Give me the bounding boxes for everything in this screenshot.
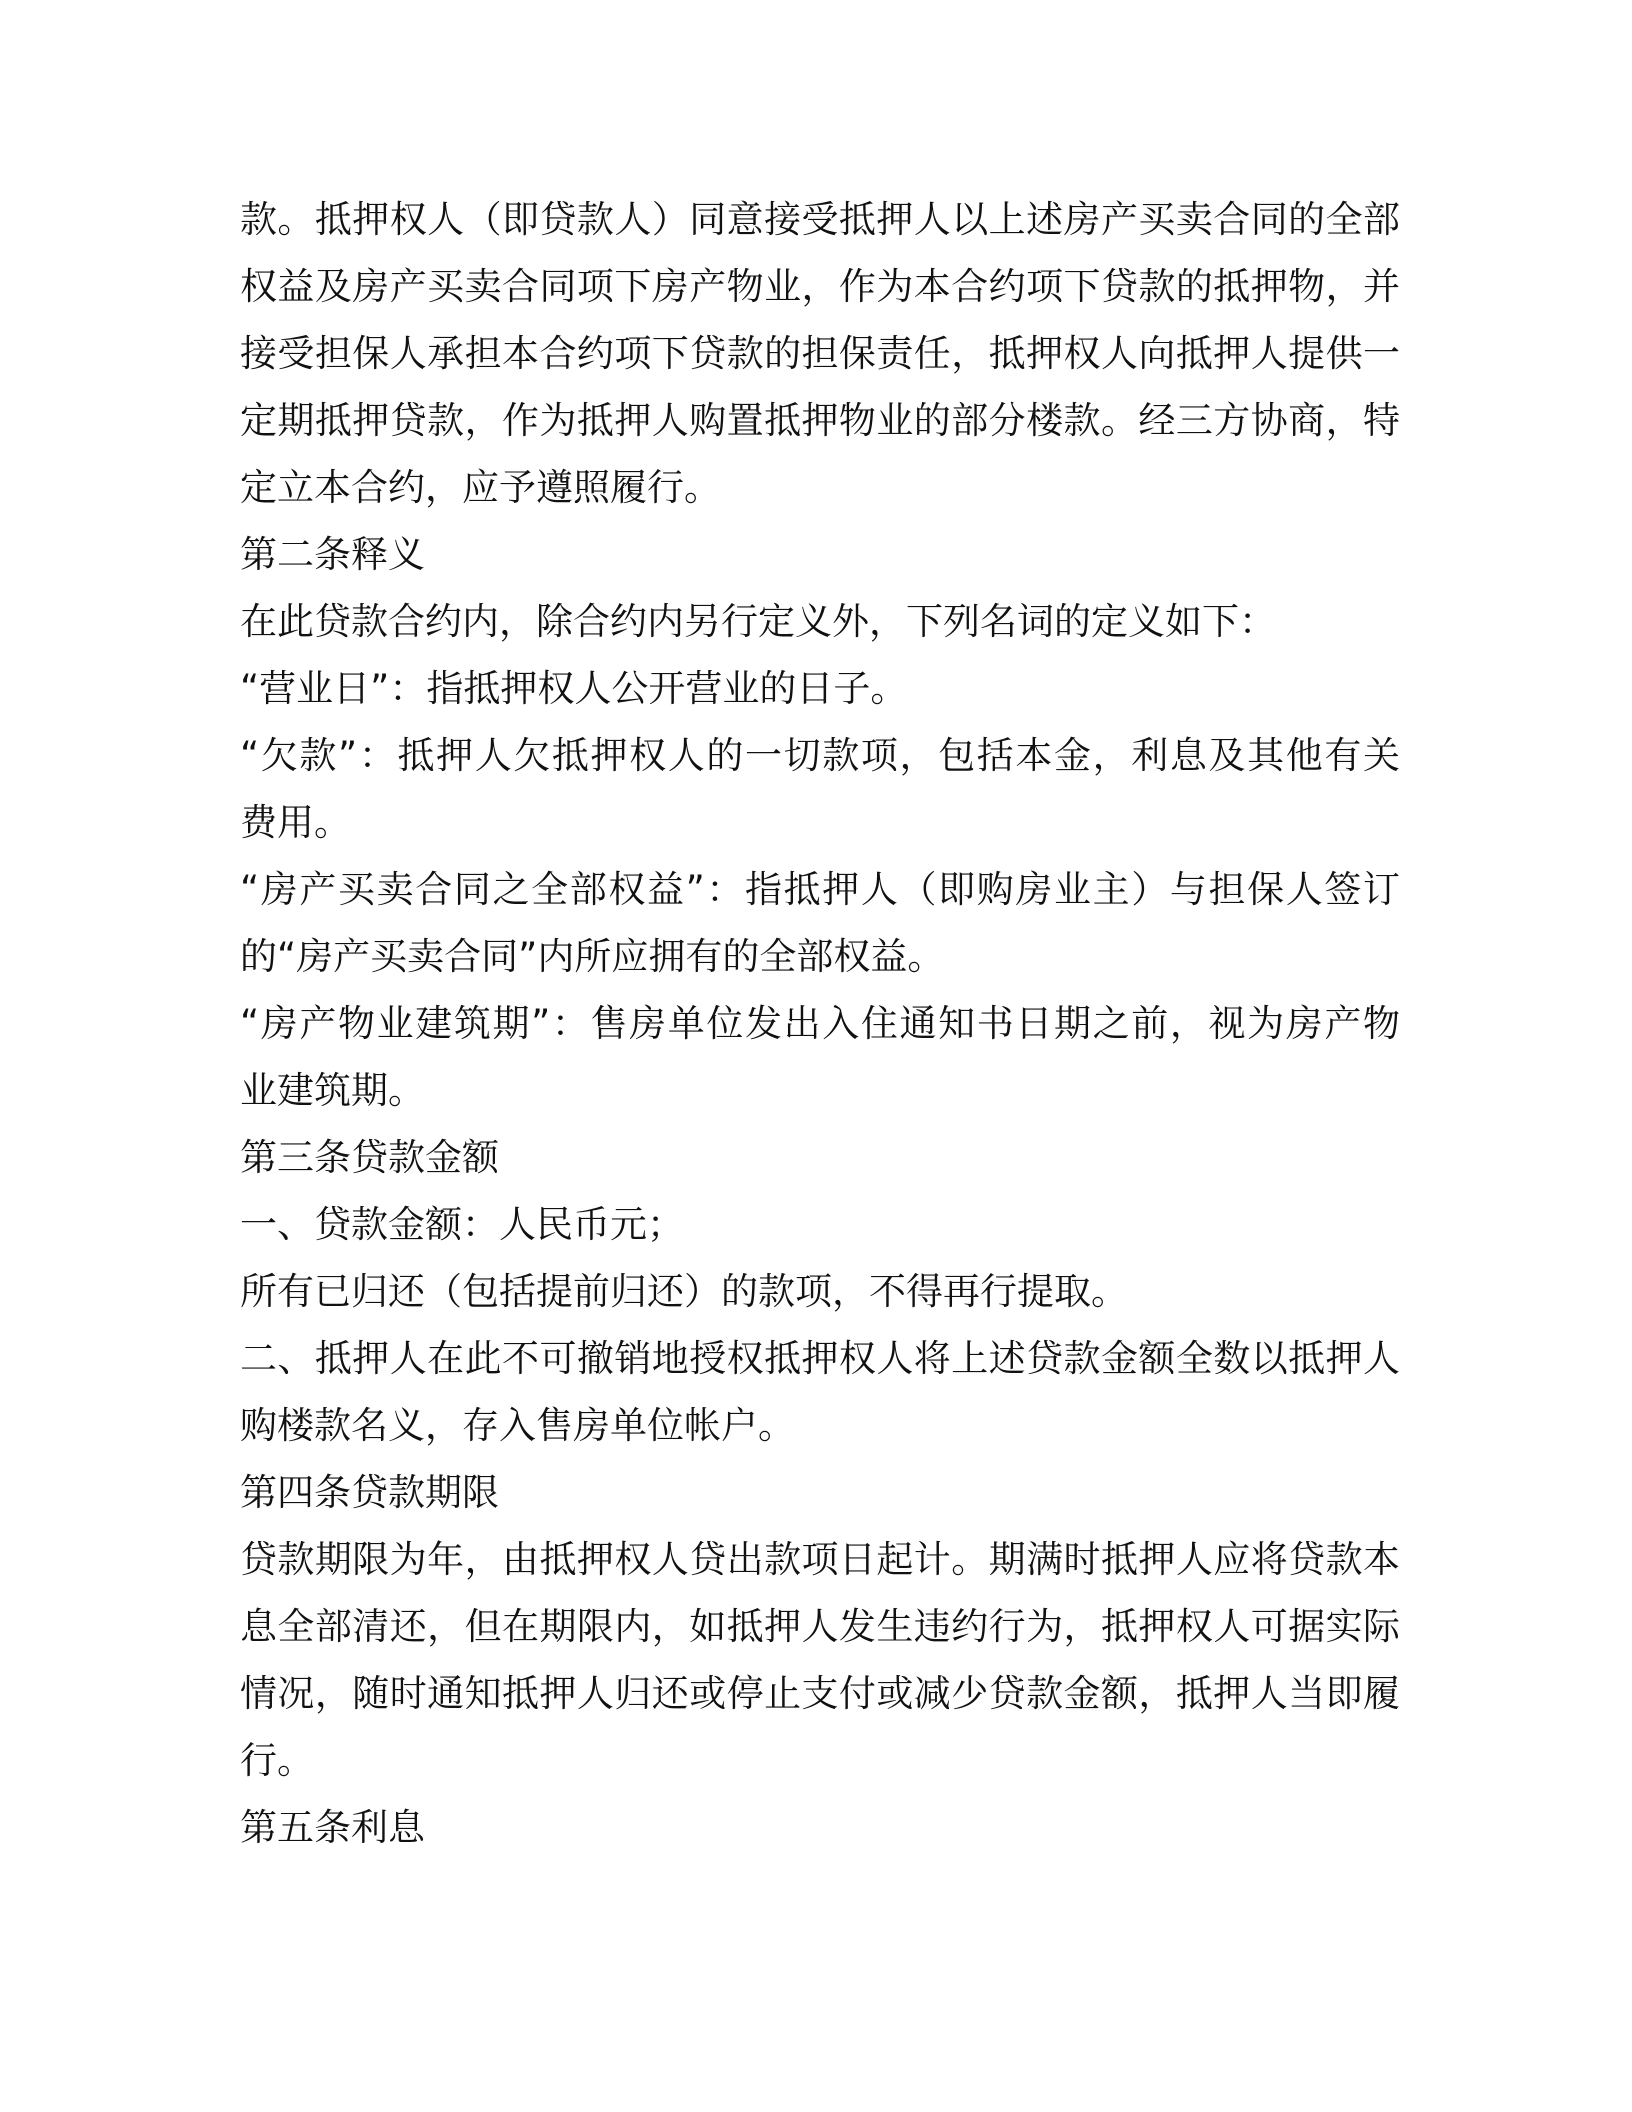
text-line: 情况，随时通知抵押人归还或停止支付或减少贷款金额，抵押人当即履 <box>240 1672 1400 1715</box>
text-line: 定期抵押贷款，作为抵押人购置抵押物业的部分楼款。经三方协商，特 <box>240 399 1400 442</box>
text-line: 贷款期限为年，由抵押权人贷出款项日起计。期满时抵押人应将贷款本 <box>240 1538 1400 1581</box>
text-line: 在此贷款合约内，除合约内另行定义外，下列名词的定义如下： <box>240 600 1276 643</box>
text-line: 一、贷款金额：人民币元； <box>240 1203 684 1246</box>
text-line: 购楼款名义，存入售房单位帐户。 <box>240 1404 795 1447</box>
article-heading: 第二条释义 <box>240 533 425 576</box>
article-heading: 第四条贷款期限 <box>240 1471 499 1514</box>
text-line: 二、抵押人在此不可撤销地授权抵押权人将上述贷款金额全数以抵押人 <box>240 1337 1400 1380</box>
definition-line: “营业日”：指抵押权人公开营业的日子。 <box>240 667 908 710</box>
text-line: 款。抵押权人（即贷款人）同意接受抵押人以上述房产买卖合同的全部 <box>240 198 1400 241</box>
text-line: 定立本合约，应予遵照履行。 <box>240 466 721 509</box>
article-heading: 第三条贷款金额 <box>240 1136 499 1179</box>
text-line: 业建筑期。 <box>240 1069 425 1112</box>
text-line: 所有已归还（包括提前归还）的款项，不得再行提取。 <box>240 1270 1128 1313</box>
text-line: 费用。 <box>240 801 351 844</box>
text-line: 行。 <box>240 1739 314 1782</box>
text-line: 息全部清还，但在期限内，如抵押人发生违约行为，抵押权人可据实际 <box>240 1605 1400 1648</box>
article-heading: 第五条利息 <box>240 1806 425 1849</box>
text-line: 的“房产买卖合同”内所应拥有的全部权益。 <box>240 935 945 978</box>
contract-text <box>240 186 1400 1861</box>
text-line: 接受担保人承担本合约项下贷款的担保责任，抵押权人向抵押人提供一 <box>240 332 1400 375</box>
text-line: 权益及房产买卖合同项下房产物业，作为本合约项下贷款的抵押物，并 <box>240 265 1400 308</box>
definition-line: “房产买卖合同之全部权益”：指抵押人（即购房业主）与担保人签订 <box>240 868 1400 911</box>
definition-line: “房产物业建筑期”：售房单位发出入住通知书日期之前，视为房产物 <box>240 1002 1400 1045</box>
definition-line: “欠款”：抵押人欠抵押权人的一切款项，包括本金，利息及其他有关 <box>240 734 1400 777</box>
